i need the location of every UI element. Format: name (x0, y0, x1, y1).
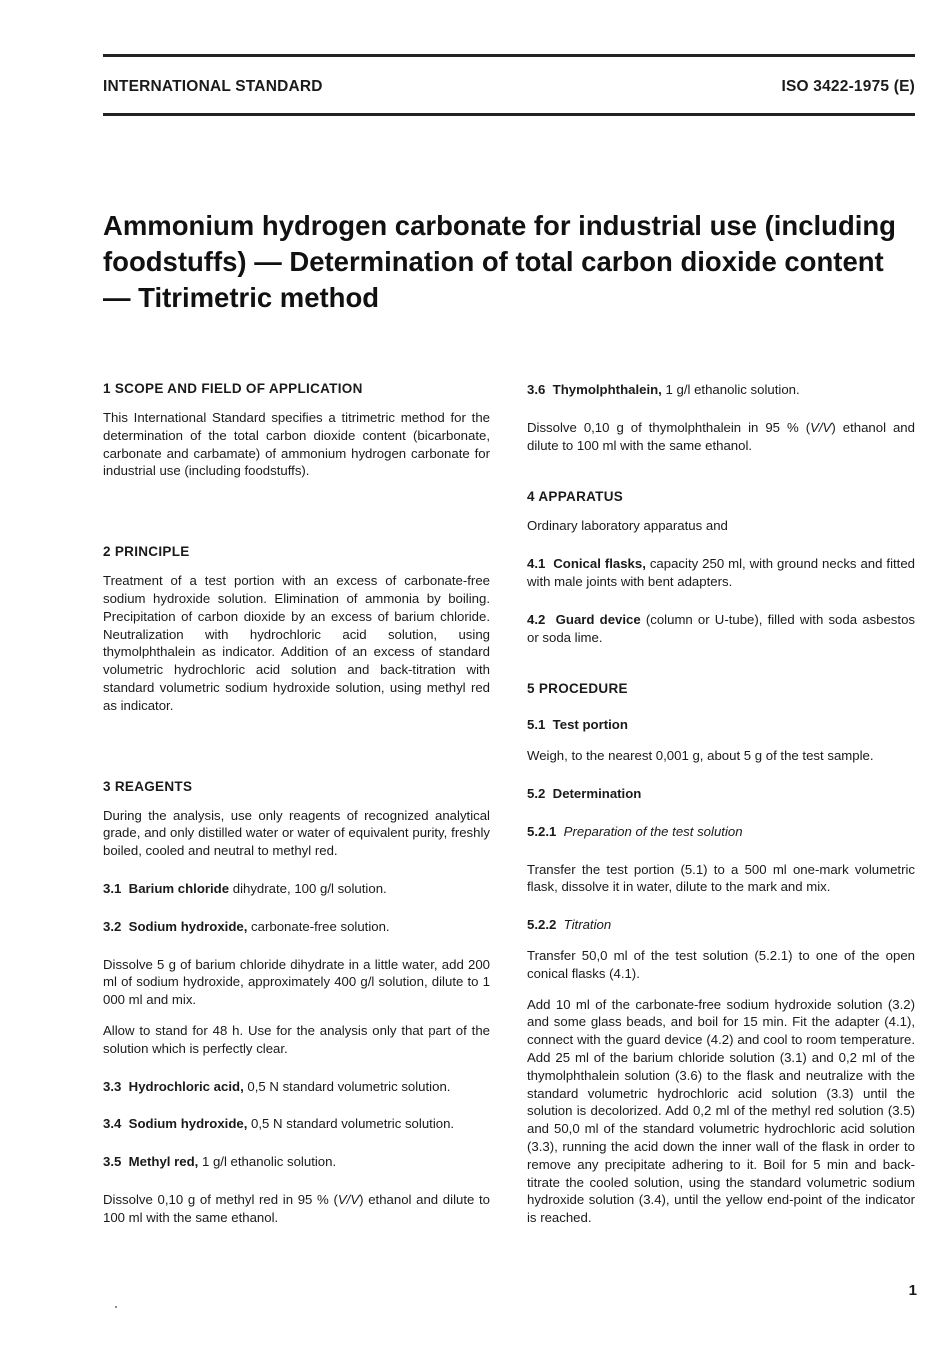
reagent-3-5-prep (103, 1191, 490, 1227)
section-2-heading: 2 PRINCIPLE (103, 544, 190, 560)
reagent-3-3-number: 3.3 (103, 1078, 122, 1094)
header-bottom-rule (103, 113, 915, 116)
reagent-3-2-prep: Dissolve 5 g of barium chloride dihydrate in a little water, add 200 ml of sodium hydroxide, approximately 400 g/l solution, dilute to 1 000 ml and mix. (103, 956, 490, 1008)
reagent-3-2-text: carbonate-free solution. (247, 918, 390, 934)
reagent-3-6-prep-vv: V/V (810, 419, 832, 435)
section-4-heading: 4 APPARATUS (527, 489, 624, 505)
procedure-5-2-number: 5.2 (527, 785, 546, 801)
reagent-3-6 (527, 381, 915, 399)
reagent-3-1-number: 3.1 (103, 880, 122, 896)
procedure-5-1-number: 5.1 (527, 717, 546, 733)
left-column (103, 381, 490, 1227)
reagent-3-6-prep (527, 419, 915, 455)
procedure-5-2-2-body-2: Add 10 ml of the carbonate-free sodium hydroxide solution (3.2) and some glass beads, and boil for 15 min. Fit the adapter (4.1), connect with the guard device (4.2) and cool to room temperature. Add 25 ml of the barium chloride solution (3.1) and 0,2 ml of the thymolphthalein solution (3.6) to the flask and neutralize with the standard volumetric hydrochloric acid solution (3.3) until the solution is decolorized. Add 0,2 ml of the methyl red solution (3.5) and 50,0 ml of the standard volumetric hydrochloric acid solution (3.3), running the acid down the inner wall of the flask in order to remove any precipitate adhering to it. Boil for 5 min and back-titrate the cooled solution, using the standard volumetric sodium hydroxide solution (3.4), until the yellow end-point of the indicator is reached. (527, 996, 915, 1226)
reagent-3-5-prep-b: ) ethanol and dilute to 100 ml with the same ethanol. (103, 1191, 491, 1225)
reagent-3-5-prep-a: Dissolve 0,10 g of methyl red in 95 % ( (103, 1191, 338, 1207)
reagent-3-2-note: Allow to stand for 48 h. Use for the analysis only that part of the solution which is perfectly clear. (103, 1022, 490, 1056)
document-title: Ammonium hydrogen carbonate for industrial use (including foodstuffs) — Determination of total carbon dioxide content — Titrimetric method (103, 210, 896, 313)
reagent-3-3-text: 0,5 N standard volumetric solution. (243, 1078, 451, 1094)
apparatus-4-2-number: 4.2 (527, 611, 546, 627)
section-4-intro: Ordinary laboratory apparatus and (527, 518, 728, 534)
reagent-3-1 (103, 880, 490, 898)
reagent-3-2 (103, 918, 490, 936)
right-column (527, 381, 915, 1227)
procedure-5-1-title: Test portion (552, 717, 628, 733)
apparatus-4-1-text: capacity 250 ml, with ground necks and fitted with male joints with bent adapters. (527, 556, 916, 589)
procedure-5-2-1-heading (527, 823, 915, 841)
reagent-3-5-name: Methyl red, (128, 1154, 199, 1170)
reagent-3-5-prep-vv: V/V (337, 1191, 360, 1207)
procedure-5-2-1-title: Preparation of the test solution (563, 823, 743, 839)
reagent-3-4 (103, 1115, 490, 1133)
section-1-heading: 1 SCOPE AND FIELD OF APPLICATION (103, 381, 363, 396)
procedure-5-2-2-body-1: Transfer 50,0 ml of the test solution (5.2.1) to one of the open conical flasks (4.1). (527, 947, 915, 981)
reagent-3-5-text: 1 g/l ethanolic solution. (198, 1154, 337, 1170)
reagent-3-2-number: 3.2 (103, 918, 122, 934)
procedure-5-2-title: Determination (552, 785, 642, 801)
reagent-3-6-name: Thymolphthalein, (552, 382, 662, 397)
reagent-3-2-name: Sodium hydroxide, (128, 918, 248, 934)
procedure-5-2-2-title: Titration (563, 917, 612, 933)
reagent-3-4-number: 3.4 (103, 1116, 122, 1132)
header-standard-label: INTERNATIONAL STANDARD (103, 78, 323, 95)
apparatus-4-2-text: (column or U-tube), filled with soda asbestos or soda lime. (527, 611, 915, 645)
reagent-3-3 (103, 1078, 490, 1096)
procedure-5-1-heading (527, 716, 915, 734)
scan-speck (115, 1306, 117, 1308)
procedure-5-2-1-body: Transfer the test portion (5.1) to a 500 ml one-mark volumetric flask, dissolve it in water, dilute to the mark and mix. (527, 861, 915, 895)
section-3-intro: During the analysis, use only reagents of recognized analytical grade, and only distilled water or water of equivalent purity, freshly boiled, cooled and neutral to methyl red. (103, 807, 490, 859)
apparatus-4-1-number: 4.1 (527, 556, 546, 572)
reagent-3-6-number: 3.6 (527, 382, 546, 397)
reagent-3-1-text: dihydrate, 100 g/l solution. (229, 880, 387, 896)
reagent-3-4-name: Sodium hydroxide, (128, 1116, 248, 1132)
procedure-5-2-heading (527, 785, 915, 803)
reagent-3-4-text: 0,5 N standard volumetric solution. (247, 1116, 455, 1132)
header-document-number: ISO 3422-1975 (E) (781, 78, 915, 95)
procedure-5-1-body: Weigh, to the nearest 0,001 g, about 5 g of the test sample. (527, 748, 874, 764)
apparatus-4-1-name: Conical flasks, (553, 556, 646, 572)
reagent-3-6-prep-b: ) ethanol and dilute to 100 ml with the same ethanol. (527, 419, 915, 453)
apparatus-4-2 (527, 611, 915, 647)
reagent-3-1-name: Barium chloride (128, 880, 230, 896)
reagent-3-5 (103, 1153, 490, 1171)
procedure-5-2-2-heading (527, 916, 915, 934)
apparatus-4-2-name: Guard device (555, 611, 641, 627)
section-1-body: This International Standard specifies a titrimetric method for the determination of the total carbon dioxide content (bicarbonate, carbonate and carbamate) of ammonium hydrogen carbonate for industrial use (including foodstuffs). (103, 410, 490, 479)
page-number: 1 (908, 1282, 917, 1299)
reagent-3-3-name: Hydrochloric acid, (128, 1078, 244, 1094)
procedure-5-2-1-number: 5.2.1 (527, 823, 557, 839)
section-2-body: Treatment of a test portion with an excess of carbonate-free sodium hydroxide solution. Elimination of ammonia by boiling. Precipitation of carbon dioxide by an excess of barium chloride. Neutralization with hydrochloric acid solution, using thymolphthalein as indicator. Addition of an excess of standard volumetric hydrochloric acid solution and back-titration with standard volumetric sodium hydroxide solution, using methyl red as indicator. (103, 573, 490, 713)
header-top-rule (103, 54, 915, 57)
reagent-3-6-text: 1 g/l ethanolic solution. (661, 382, 800, 397)
procedure-5-2-2-number: 5.2.2 (527, 917, 557, 933)
apparatus-4-1 (527, 555, 915, 591)
section-5-heading: 5 PROCEDURE (527, 681, 628, 697)
section-3-heading: 3 REAGENTS (103, 778, 193, 794)
reagent-3-6-prep-a: Dissolve 0,10 g of thymolphthalein in 95 % ( (527, 419, 811, 435)
reagent-3-5-number: 3.5 (103, 1154, 122, 1170)
